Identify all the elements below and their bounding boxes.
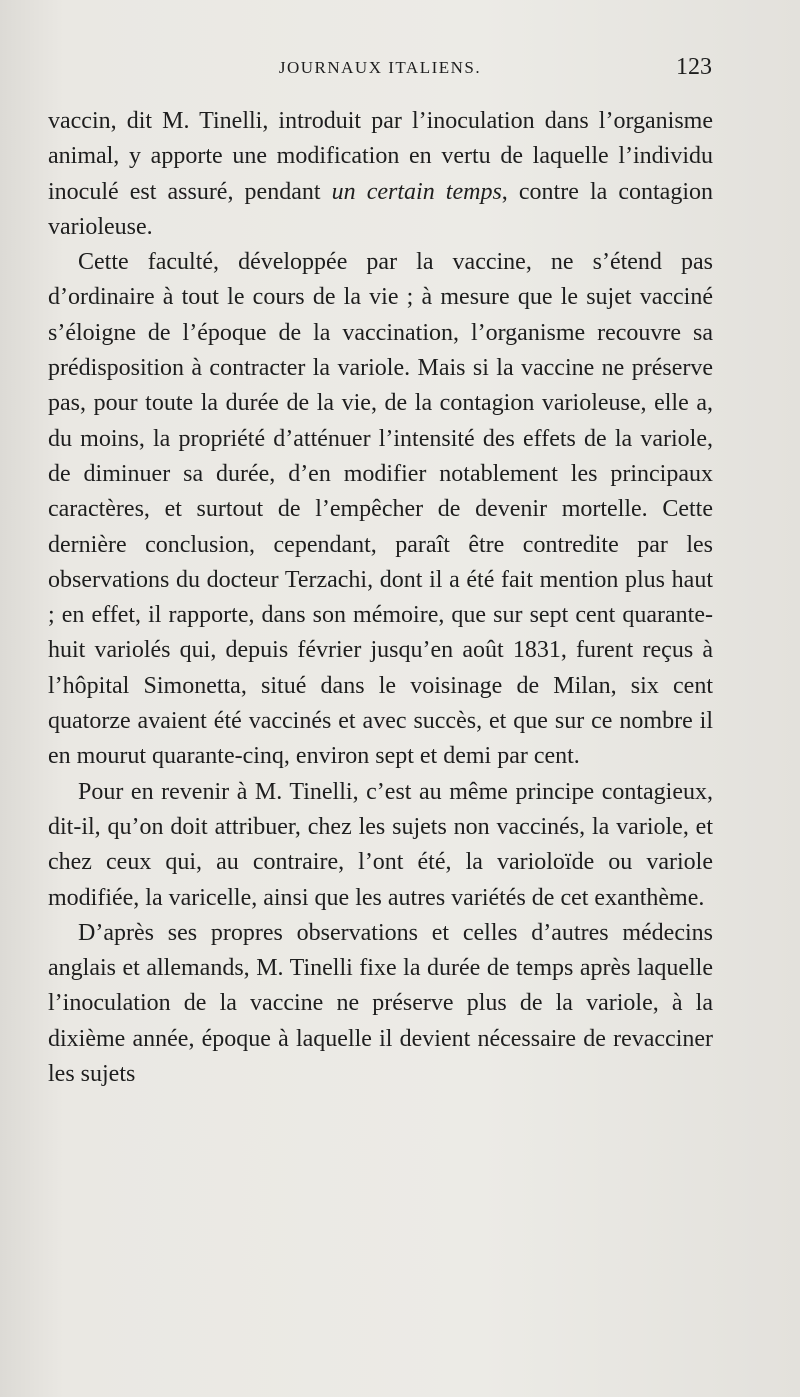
running-head: JOURNAUX ITALIENS. <box>278 58 482 77</box>
body-text <box>48 104 713 1092</box>
page-header <box>48 54 712 92</box>
paragraph-3: Pour en revenir à M. Tinelli, c’est au même principe contagieux, dit-il, qu’on doit attribuer, chez les sujets non vaccinés, la variole, et chez ceux qui, au contraire, l’ont été, la varioloïde ou variole modifiée, la varicelle, ainsi que les autres variétés de cet exanthème. <box>48 778 713 911</box>
paragraph-1-end: , contre la contagion varioleuse. <box>48 178 713 240</box>
paragraph-2: Cette faculté, développée par la vaccine, ne s’étend pas d’ordinaire à tout le cours de la vie ; à mesure que le sujet vacciné s’éloigne de l’époque de la vaccination, l’organisme recouvre sa prédisposition à contracter la variole. Mais si la vaccine ne préserve pas, pour toute la durée de la vie, de la contagion varioleuse, elle a, du moins, la propriété d’atténuer l’intensité des effets de la variole, de diminuer sa durée, d’en modifier notablement les principaux caractères, et surtout de l’empêcher de devenir mortelle. Cette dernière conclusion, cependant, paraît être contredite par les observations du docteur Terzachi, dont il a été fait mention plus haut ; en effet, il rapporte, dans son mémoire, que sur sept cent quarante-huit variolés qui, depuis février jusqu’en août 1831, furent reçus à l’hôpital Simonetta, situé dans le voisinage de Milan, six cent quatorze avaient été vaccinés et avec succès, et que sur ce nombre il en mourut quarante-cinq, environ sept et demi par cent. <box>48 249 713 770</box>
paragraph-1-italic: un certain temps <box>331 178 502 205</box>
page-number: 123 <box>676 54 712 80</box>
paragraph-1 <box>48 104 713 245</box>
paragraph-1-start: vaccin, dit M. Tinelli, introduit par l’inoculation dans l’organisme animal, y apporte une modification en vertu de laquelle l’individu inoculé est assuré, pendant <box>48 108 713 205</box>
paragraph-4: D’après ses propres observations et celles d’autres médecins anglais et allemands, M. Tinelli fixe la durée de temps après laquelle l’inoculation de la vaccine ne préserve plus de la variole, à la dixième année, époque à laquelle il devient nécessaire de revacciner les sujets <box>48 919 713 1088</box>
